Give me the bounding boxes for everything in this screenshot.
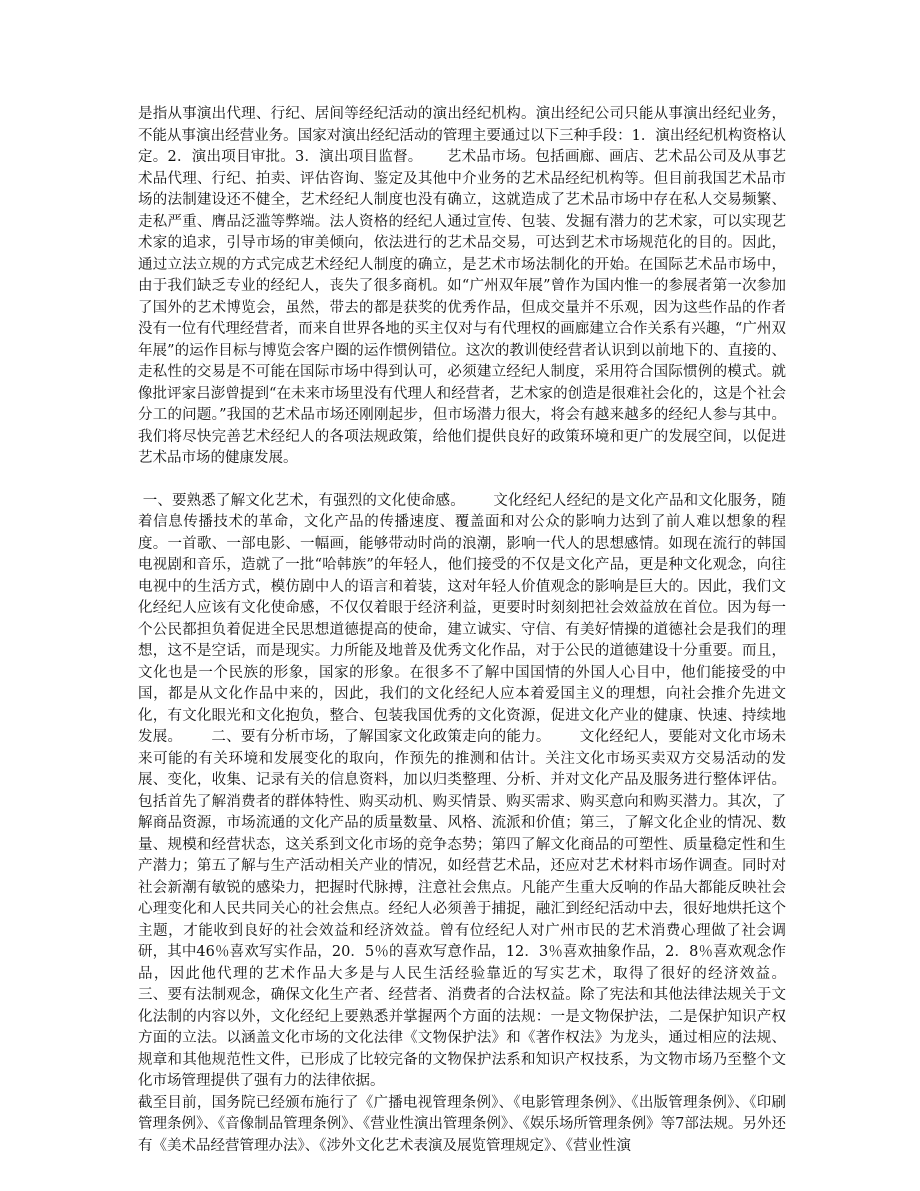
paragraph-broker-requirements: 一、要熟悉了解文化艺术，有强烈的文化使命感。 文化经纪人经纪的是文化产品和文化服务，随着信息传播技术的革命，文化产品的传播速度、覆盖面和对公众的影响力达到了前人难以想象的程度。一首歌、一部电影、一幅画，能够带动时尚的浪潮，影响一代人的思想感情。如现在流行的韩国电视剧和音乐，造就了一批“哈韩族”的年轻人，他们接受的不仅是文化产品，更是种文化观念，向往电视中的生活方式，模仿剧中人的语言和着装，这对年轻人价值观念的影响是巨大的。因此，我们文化经纪人应该有文化使命感，不仅仅着眼于经济利益，更要时时刻刻把社会效益放在首位。因为每一个公民都担负着促进全民思想道德提高的使命，建立诚实、守信、有美好情操的道德社会是我们的理想，这不是空话，而是现实。力所能及地普及优秀文化作品，对于公民的道德建设十分重要。而且，文化也是一个民族的形象，国家的形象。在很多不了解中国国情的外国人心目中，他们能接受的中国，都是从文化作品中来的，因此，我们的文化经纪人应本着爱国主义的理想，向社会推介先进文化，有文化眼光和文化抱负，整合、包装我国优秀的文化资源，促进文化产业的健康、快速、持续地发展。 二、要有分析市场，了解国家文化政策走向的能力。 文化经纪人，要能对文化市场未来可能的有关环境和发展变化的取向，作预先的推测和估计。关注文化市场买卖双方交易活动的发展、变化，收集、记录有关的信息资料，加以归类整理、分析、并对文化产品及服务进行整体评估。包括首先了解消费者的群体特性、购买动机、购买情景、购买需求、购买意向和购买潜力。其次，了解商品资源，市场流通的文化产品的质量数量、风格、流派和价值；第三，了解文化企业的情况、数量、规模和经营状态，这关系到文化市场的竞争态势；第四了解文化商品的可塑性、质量稳定性和生产潜力；第五了解与生产活动相关产业的情况，如经营艺术品，还应对艺术材料市场作调查。同时对社会新潮有敏锐的感染力，把握时代脉搏，注意社会焦点。凡能产生重大反响的作品大都能反映社会心理变化和人民共同关心的社会焦点。经纪人必须善于捕捉，融汇到经纪活动中去，很好地烘托这个主题，才能收到良好的社会效益和经济效益。曾有位经纪人对广州市民的艺术消费心理做了社会调研，其中46％喜欢写实作品，20．5％的喜欢写意作品，12．3％喜欢抽象作品，2．8％喜欢观念作品，因此他代理的艺术作品大多是与人民生活经验靠近的写实艺术，取得了很好的经济效益。 三、要有法制观念，确保文化生产者、经营者、消费者的合法权益。除了宪法和其他法律法规关于文化法制的内容以外，文化经纪上要熟悉并掌握两个方面的法规：一是文物保护法，二是保护知识产权方面的立法。以涵盖文化市场的文化法律《文物保护法》和《著作权法》为龙头，通过相应的法规、规章和其他规范性文件，已形成了比较完备的文物保护法系和知识产权技系，为文物市场乃至整个文化市场管理提供了强有力的法律依据。	[138, 492, 814, 1089]
paragraph-gap	[138, 470, 786, 491]
paragraph-performance-and-art-market: 是指从事演出代理、行纪、居间等经纪活动的演出经纪机构。演出经纪公司只能从事演出经纪业务，不能从事演出经营业务。国家对演出经纪活动的管理主要通过以下三种手段：1．演出经纪机构资格认定。2．演出项目审批。3．演出项目监督。 艺术品市场。包括画廊、画店、艺术品公司及从事艺术品代理、行纪、拍卖、评估咨询、鉴定及其他中介业务的艺术品经纪机构等。但目前我国艺术品市场的法制建设还不健全，艺术经纪人制度也没有确立，这就造成了艺术品市场中存在私人交易频繁、走私严重、膺品泛滥等弊端。法人资格的经纪人通过宣传、包装、发掘有潜力的艺术家，可以实现艺术家的追求，引导市场的审美倾向，依法进行的艺术品交易，可达到艺术市场规范化的目的。因此，通过立法立规的方式完成艺术经纪人制度的确立，是艺术市场法制化的开始。在国际艺术品市场中，由于我们缺乏专业的经纪人，丧失了很多商机。如“广州双年展”曾作为国内惟一的参展者第一次参加了国外的艺术博览会，虽然，带去的都是获奖的优秀作品，但成交量并不乐观，因为这些作品的作者没有一位有代理经营者，而来自世界各地的买主仅对与有代理权的画廊建立合作关系有兴趣，“广州双年展”的运作目标与博览会客户圈的运作惯例错位。这次的教训使经营者认识到以前地下的、直接的、走私性的交易是不可能在国际市场中得到认可，必须建立经纪人制度，采用符合国际惯例的模式。就像批评家吕澎曾提到“在未来市场里没有代理人和经营者，艺术家的创造是很难社会化的，这是个社会分工的问题。”我国的艺术品市场还刚刚起步，但市场潜力很大，将会有越来越多的经纪人参与其中。我们将尽快完善艺术经纪人的各项法规政策，给他们提供良好的政策环境和更广的发展空间，以促进艺术品市场的健康发展。	[138, 106, 786, 466]
paragraph-regulations-list: 截至目前，国务院已经颁布施行了《广播电视管理条例》、《电影管理条例》、《出版管理条例》、《印刷管理条例》、《音像制品管理条例》、《营业性演出管理条例》、《娱乐场所管理条例》等7部法规。另外还有《美术品经营管理办法》、《涉外文化艺术表演及展览管理规定》、《营业性演	[138, 1094, 786, 1154]
document-page	[138, 104, 814, 1157]
